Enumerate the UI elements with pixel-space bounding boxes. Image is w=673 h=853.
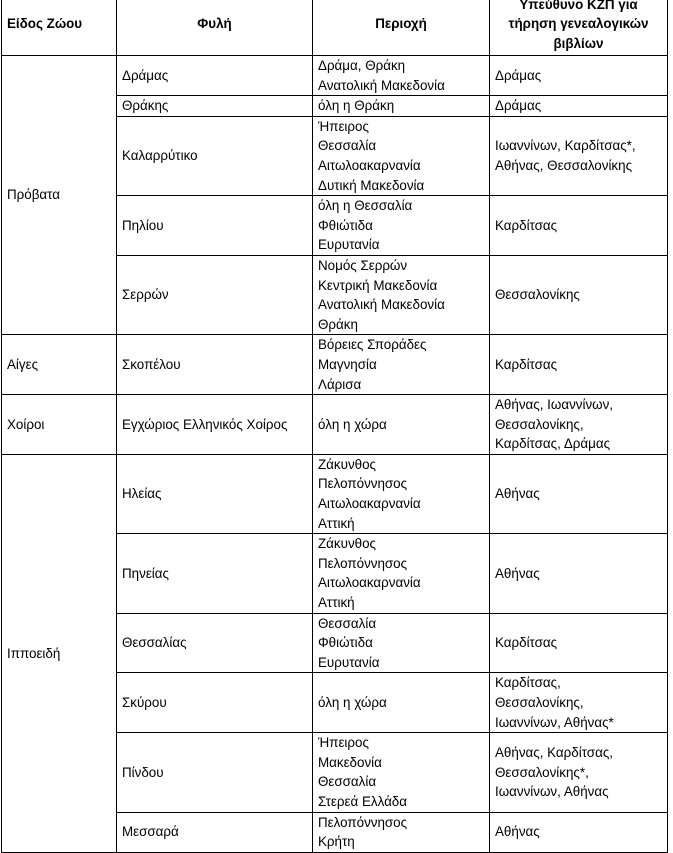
breed-cell: Ηλείας: [117, 454, 313, 533]
center-line: Θεσσαλονίκης,: [495, 695, 584, 710]
breed-cell: Θράκης: [117, 96, 313, 117]
center-cell: [490, 454, 668, 533]
region-line: όλη η Θεσσαλία: [318, 198, 413, 214]
center-line: Καρδίτσας: [495, 356, 558, 372]
breed-cell: Πηλίου: [117, 196, 313, 256]
breed-cell: Εγχώριος Ελληνικός Χοίρος: [117, 395, 313, 455]
region-line: Φθιώτιδα: [318, 217, 373, 233]
region-cell: [313, 733, 490, 812]
center-cell: [490, 116, 668, 195]
region-cell: [313, 56, 490, 96]
region-line: Θεσσαλία: [318, 774, 377, 790]
header-species: Είδος Ζώου: [2, 0, 117, 56]
header-breed: Φυλή: [117, 0, 313, 56]
center-line: Θεσσαλονίκης*,: [495, 764, 589, 780]
center-cell: [490, 56, 668, 96]
header-center-line: βιβλίων: [553, 35, 604, 51]
region-cell: [313, 812, 490, 852]
region-line: Κεντρική Μακεδονία: [318, 277, 438, 293]
center-line: Αθήνας, Ιωαννίνων,: [495, 397, 614, 413]
region-line: Θράκη: [318, 316, 358, 332]
region-line: Πελοπόννησος: [318, 476, 408, 492]
region-line: Στερεά Ελλάδα: [318, 793, 408, 809]
breed-cell: Πηνείας: [117, 534, 313, 613]
region-line: Πελοπόννησος: [318, 814, 408, 830]
region-line: Ήπειρος: [318, 735, 369, 751]
header-center-line: Υπεύθυνο ΚΖΠ για: [519, 0, 638, 12]
center-line: Ιωαννίνων, Αθήνας: [495, 784, 609, 800]
center-line: Αθήνας, Καρδίτσας,: [495, 744, 613, 760]
breed-cell: Μεσσαρά: [117, 812, 313, 852]
region-line: Ζάκυνθος: [318, 536, 376, 552]
region-line: Ανατολική Μακεδονία: [318, 77, 445, 93]
center-cell: [490, 96, 668, 117]
region-line: Νομός Σερρών: [318, 257, 408, 273]
species-cell: Ιπποειδή: [2, 454, 117, 852]
table-row: [2, 454, 668, 533]
center-line: Θεσσαλονίκης,: [495, 416, 584, 432]
center-line: Ιωαννίνων, Αθήνας*: [495, 714, 614, 730]
region-line: Μαγνησία: [318, 356, 377, 372]
region-line: Αιτωλοακαρνανία: [318, 575, 421, 591]
region-cell: [313, 613, 490, 673]
region-cell: [313, 454, 490, 533]
breed-cell: Θεσσαλίας: [117, 613, 313, 673]
region-line: Αιτωλοακαρνανία: [318, 157, 421, 173]
region-line: Αιτωλοακαρνανία: [318, 496, 421, 512]
region-line: Θεσσαλία: [318, 138, 377, 154]
breed-cell: Πίνδου: [117, 733, 313, 812]
center-line: Δράμας: [495, 67, 542, 83]
header-row: [2, 0, 668, 56]
region-line: Κρήτη: [318, 834, 355, 850]
center-line: Καρδίτσας: [495, 635, 558, 651]
region-line: Δυτική Μακεδονία: [318, 177, 425, 193]
region-line: Πελοπόννησος: [318, 555, 408, 571]
center-line: Καρδίτσας: [495, 217, 558, 233]
center-line: Θεσσαλονίκης: [495, 287, 580, 303]
breed-cell: Σκύρου: [117, 673, 313, 733]
center-line: Αθήνας: [495, 824, 540, 840]
region-cell: [313, 96, 490, 117]
breed-cell: Σκοπέλου: [117, 335, 313, 395]
genealogy-table: [1, 0, 668, 853]
region-cell: [313, 196, 490, 256]
species-cell: Πρόβατα: [2, 56, 117, 335]
region-line: Μακεδονία: [318, 754, 382, 770]
region-line: Ευρυτανία: [318, 654, 380, 670]
table-row: [2, 395, 668, 455]
region-line: Αττική: [318, 595, 355, 611]
center-cell: [490, 613, 668, 673]
region-line: Ζάκυνθος: [318, 456, 376, 472]
center-line: Αθήνας, Θεσσαλονίκης: [495, 157, 633, 173]
region-cell: [313, 255, 490, 334]
center-line: Δράμας: [495, 98, 542, 114]
breed-cell: Καλαρρύτικο: [117, 116, 313, 195]
center-line: Αθήνας: [495, 565, 540, 581]
table-row: [2, 335, 668, 395]
region-cell: [313, 395, 490, 455]
region-line: Ανατολική Μακεδονία: [318, 297, 445, 313]
species-cell: Αίγες: [2, 335, 117, 395]
center-cell: [490, 395, 668, 455]
center-cell: [490, 673, 668, 733]
region-line: Λάρισα: [318, 376, 362, 392]
center-cell: [490, 733, 668, 812]
center-cell: [490, 812, 668, 852]
species-cell: Χοίροι: [2, 395, 117, 455]
center-cell: [490, 196, 668, 256]
region-line: όλη η χώρα: [318, 695, 387, 710]
region-line: όλη η χώρα: [318, 416, 387, 432]
center-cell: [490, 255, 668, 334]
region-line: Θεσσαλία: [318, 615, 377, 631]
header-center-line: τήρηση γενεαλογικών: [508, 16, 649, 32]
region-cell: [313, 673, 490, 733]
header-region: Περιοχή: [313, 0, 490, 56]
region-cell: [313, 335, 490, 395]
region-line: Δράμα, Θράκη: [318, 58, 406, 73]
table-row: [2, 56, 668, 96]
region-line: Ήπειρος: [318, 118, 369, 134]
region-line: Φθιώτιδα: [318, 635, 373, 651]
header-center: [490, 0, 668, 56]
center-cell: [490, 335, 668, 395]
center-line: Καρδίτσας, Δράμας: [495, 436, 611, 452]
center-line: Καρδίτσας,: [495, 675, 561, 691]
center-line: Αθήνας: [495, 486, 540, 502]
region-line: Βόρειες Σποράδες: [318, 337, 427, 353]
center-line: Ιωαννίνων, Καρδίτσας*,: [495, 138, 636, 154]
region-line: Ευρυτανία: [318, 237, 380, 253]
breed-cell: Σερρών: [117, 255, 313, 334]
region-line: Αττική: [318, 515, 355, 531]
region-cell: [313, 116, 490, 195]
region-line: όλη η Θράκη: [318, 98, 395, 114]
breed-cell: Δράμας: [117, 56, 313, 96]
center-cell: [490, 534, 668, 613]
region-cell: [313, 534, 490, 613]
